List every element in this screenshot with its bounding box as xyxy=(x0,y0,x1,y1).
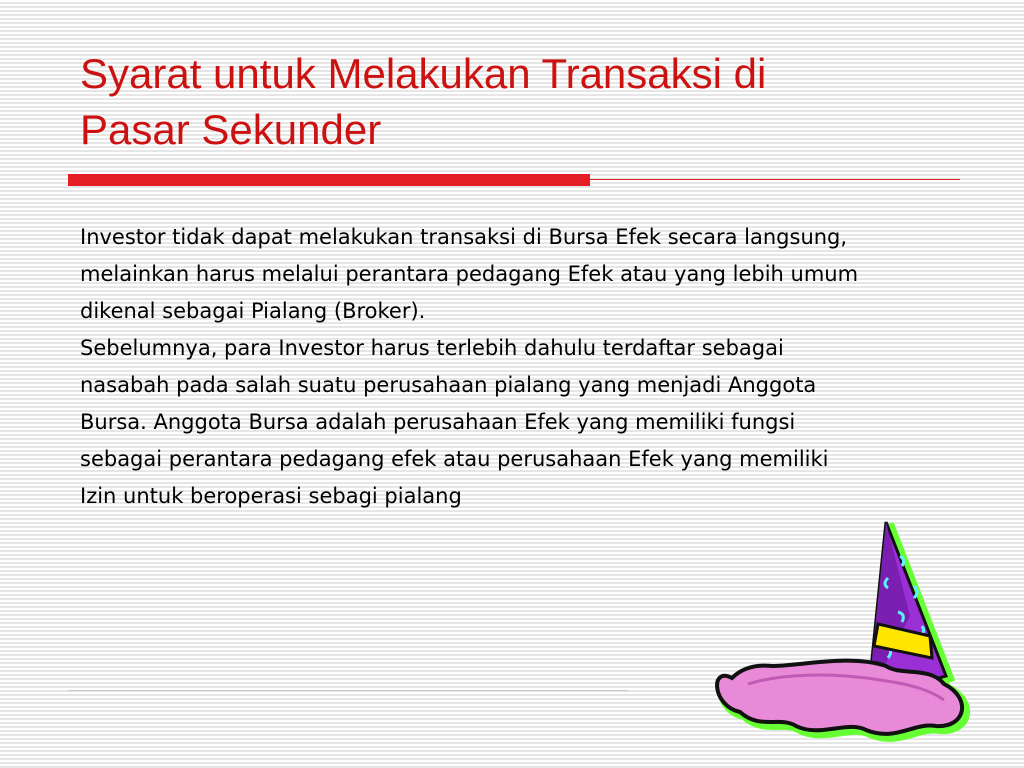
title-line-2: Pasar Sekunder xyxy=(80,106,382,153)
title-underline-thin xyxy=(590,179,960,180)
paragraph: Izin untuk beroperasi sebagi pialang xyxy=(80,484,462,508)
paragraph: nasabah pada salah suatu perusahaan pialang yang menjadi Anggota xyxy=(80,373,817,397)
footer-divider xyxy=(68,690,628,691)
paragraph: melainkan harus melalui perantara pedagang Efek atau yang lebih umum xyxy=(80,262,859,286)
paragraph: Sebelumnya, para Investor harus terlebih dahulu terdaftar sebagai xyxy=(80,336,784,360)
title-underline-thick xyxy=(68,174,590,186)
title-line-1: Syarat untuk Melakukan Transaksi di xyxy=(80,50,767,97)
paragraph: sebagai perantara pedagang efek atau perusahaan Efek yang memiliki xyxy=(80,447,829,471)
body-text xyxy=(80,222,940,518)
paragraph: dikenal sebagai Pialang (Broker). xyxy=(80,299,426,323)
paragraph: Investor tidak dapat melakukan transaksi di Bursa Efek secara langsung, xyxy=(80,225,848,249)
paragraph: Bursa. Anggota Bursa adalah perusahaan Efek yang memiliki fungsi xyxy=(80,410,796,434)
wizard-hat-icon xyxy=(700,516,980,746)
slide-title xyxy=(80,46,960,158)
